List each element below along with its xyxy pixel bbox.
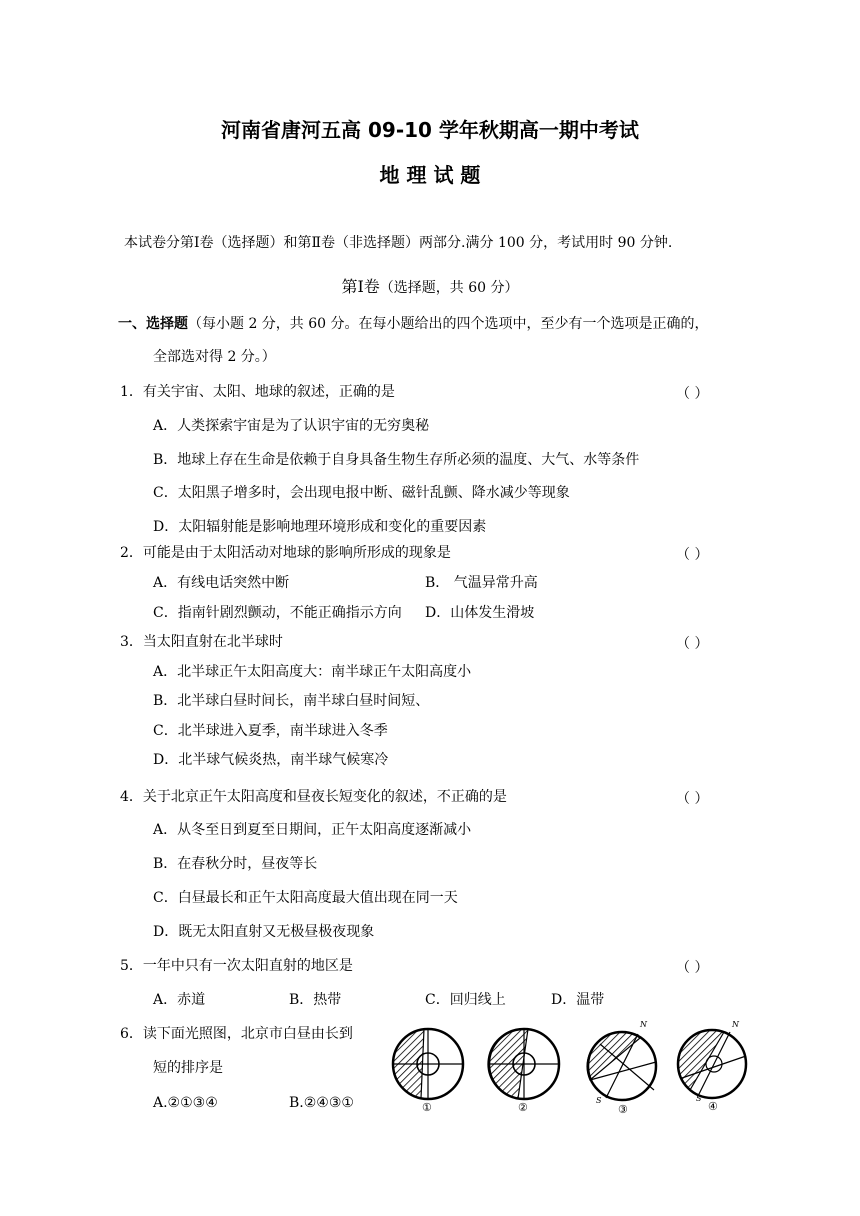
exam-intro: 本试卷分第Ⅰ卷（选择题）和第Ⅱ卷（非选择题）两部分.满分 100 分，考试用时 90 分钟. — [124, 235, 673, 251]
section-instruction-cont: 全部选对得 2 分。） — [153, 349, 276, 365]
option: C．指南针剧烈颤动，不能正确指示方向 — [153, 605, 402, 621]
section-instruction: （每小题 2 分，共 60 分。在每小题给出的四个选项中，至少有一个选项是正确的， — [188, 316, 709, 332]
option: B．北半球白昼时间长，南半球白昼时间短、 — [153, 693, 430, 709]
figure-label-2: ② — [518, 1101, 528, 1114]
answer-paren[interactable]: （ ） — [676, 960, 709, 976]
question-5-stem: 5．一年中只有一次太阳直射的地区是 — [120, 958, 353, 974]
volume-heading — [0, 274, 860, 297]
north-label: N — [732, 1020, 739, 1029]
option: C．白昼最长和正午太阳高度最大值出现在同一天 — [153, 890, 458, 906]
option: D．山体发生滑坡 — [425, 605, 535, 621]
figure-label-1: ① — [422, 1101, 432, 1114]
answer-paren[interactable]: （ ） — [676, 636, 709, 652]
question-3-stem: 3．当太阳直射在北半球时 — [120, 634, 283, 650]
question-1-stem: 1．有关宇宙、太阳、地球的叙述，正确的是 — [120, 384, 395, 400]
answer-paren[interactable]: （ ） — [676, 547, 709, 563]
south-label: S — [596, 1096, 602, 1105]
option: B.②④③① — [289, 1095, 354, 1111]
figure-label-3: ③ — [618, 1103, 628, 1116]
option: A．北半球正午太阳高度大：南半球正午太阳高度小 — [153, 664, 472, 680]
option: A．从冬至日到夏至日期间，正午太阳高度逐渐减小 — [153, 822, 472, 838]
illumination-diagram-1 — [388, 1024, 468, 1104]
north-label: N — [640, 1020, 647, 1029]
option: B．在春秋分时，昼夜等长 — [153, 856, 318, 872]
option: C．回归线上 — [425, 992, 506, 1008]
question-4-stem: 4．关于北京正午太阳高度和昼夜长短变化的叙述，不正确的是 — [120, 789, 507, 805]
option: A．有线电话突然中断 — [153, 575, 290, 591]
option: B．热带 — [289, 992, 342, 1008]
illumination-diagram-3 — [580, 1022, 664, 1106]
answer-paren[interactable]: （ ） — [676, 386, 709, 402]
answer-paren[interactable]: （ ） — [676, 791, 709, 807]
question-6-stem-cont: 短的排序是 — [153, 1060, 223, 1076]
option: D．太阳辐射能是影响地理环境形成和变化的重要因素 — [153, 519, 487, 535]
question-6-stem: 6．读下面光照图，北京市白昼由长到 — [120, 1026, 353, 1042]
option: D．北半球气候炎热，南半球气候寒冷 — [153, 752, 389, 768]
section-heading — [118, 315, 709, 333]
volume-label: 第Ⅰ卷 — [341, 277, 380, 296]
option: C．太阳黑子增多时，会出现电报中断、磁针乱颤、降水减少等现象 — [153, 485, 570, 501]
figure-label-4: ④ — [708, 1100, 718, 1113]
option: B．地球上存在生命是依赖于自身具备生物生存所必须的温度、大气、水等条件 — [153, 452, 640, 468]
question-2-stem: 2．可能是由于太阳活动对地球的影响所形成的现象是 — [120, 545, 451, 561]
option: A．赤道 — [153, 992, 206, 1008]
page-title: 河南省唐河五高 09-10 学年秋期高一期中考试 — [221, 118, 639, 142]
option: D．温带 — [551, 992, 605, 1008]
option: A.②①③④ — [153, 1095, 218, 1111]
page-subtitle: 地 理 试 题 — [379, 163, 481, 187]
option: A．人类探索宇宙是为了认识宇宙的无穷奥秘 — [153, 418, 430, 434]
option: C．北半球进入夏季，南半球进入冬季 — [153, 723, 388, 739]
south-label: S — [696, 1094, 702, 1103]
section-label: 一、选择题 — [118, 316, 188, 332]
option: D．既无太阳直射又无极昼极夜现象 — [153, 924, 375, 940]
illumination-diagram-2 — [484, 1024, 564, 1104]
option: B． 气温异常升高 — [425, 575, 538, 591]
volume-note: （选择题，共 60 分） — [379, 280, 519, 296]
illumination-diagram-4 — [670, 1020, 754, 1104]
